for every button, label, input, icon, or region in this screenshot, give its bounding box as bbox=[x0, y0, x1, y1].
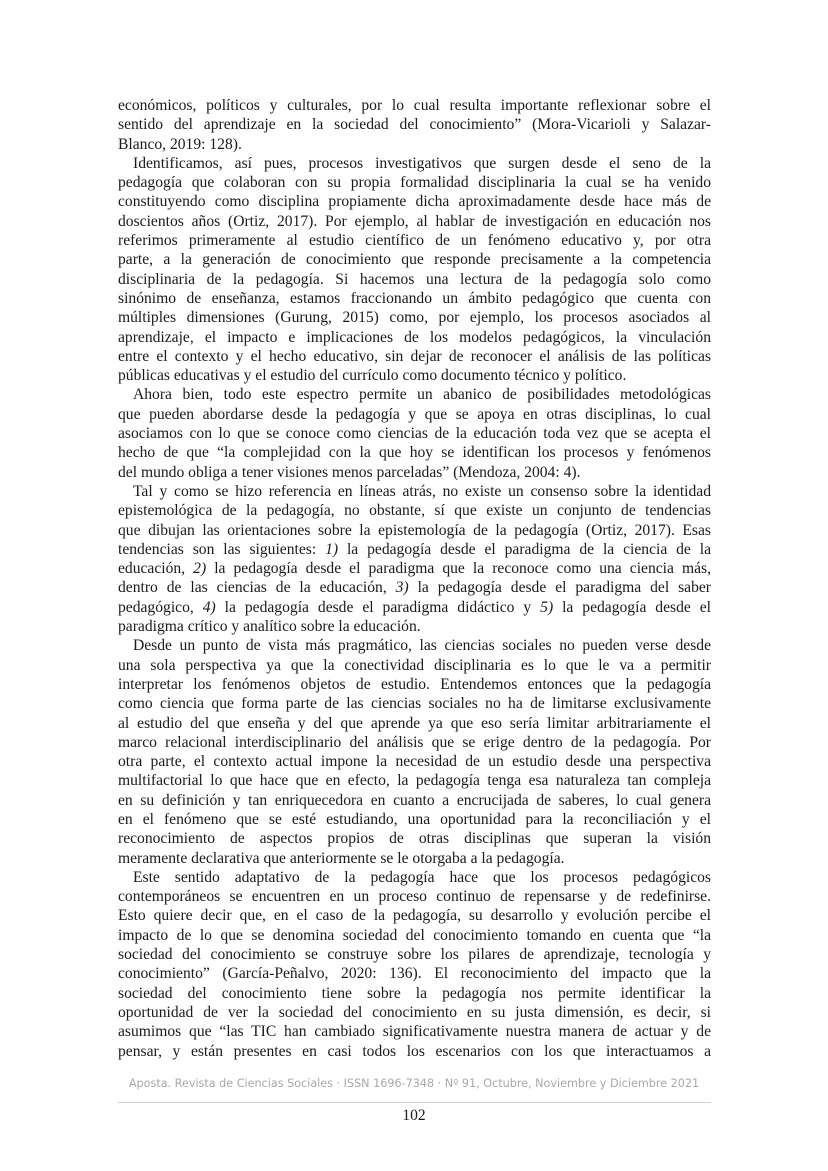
text-segment: la pedagogía desde el paradigma didáctico y bbox=[215, 598, 541, 616]
text-line: constituyendo como disciplina propiamente dicha aproximadamente desde hace más de bbox=[118, 193, 711, 211]
list-numeral: 1) bbox=[325, 540, 339, 558]
text-line: sociedad del conocimiento se construye sobre los pilares de aprendizaje, tecnología y bbox=[118, 946, 711, 964]
paragraph bbox=[118, 482, 711, 636]
text-line: otra parte, el contexto actual impone la necesidad de un estudio desde una perspectiva bbox=[118, 753, 711, 771]
text-line: Este sentido adaptativo de la pedagogía hace que los procesos pedagógicos bbox=[133, 868, 711, 886]
text-line: pedagogía que colaboran con su propia formalidad disciplinaria la cual se ha venido bbox=[118, 174, 711, 192]
text-line: Tal y como se hizo referencia en líneas atrás, no existe un consenso sobre la identidad bbox=[133, 482, 711, 500]
text-segment: pedagógico, bbox=[118, 598, 203, 616]
text-line bbox=[118, 540, 711, 559]
text-line: públicas educativas y el estudio del currículo como documento técnico y político. bbox=[118, 367, 627, 385]
text-line: impacto de lo que se denomina sociedad del conocimiento tomando en cuenta que “la bbox=[118, 926, 711, 944]
list-numeral: 2) bbox=[193, 560, 207, 578]
paragraph bbox=[118, 868, 711, 1061]
paragraph bbox=[118, 636, 711, 868]
text-line: reconocimiento de aspectos propios de otras disciplinas que superan la visión bbox=[118, 830, 711, 848]
text-line: interpretar los fenómenos objetos de estudio. Entendemos entonces que la pedagogía bbox=[118, 675, 711, 693]
text-line: Blanco, 2019: 128). bbox=[118, 135, 242, 153]
text-line: en su definición y tan enriquecedora en cuanto a encrucijada de saberes, lo cual genera bbox=[118, 791, 711, 809]
text-line: pensar, y están presentes en casi todos los escenarios con los que interactuamos a bbox=[118, 1042, 711, 1060]
text-line: sociedad del conocimiento tiene sobre la pedagogía nos permite identificar la bbox=[118, 984, 711, 1002]
text-line: contemporáneos se encuentren en un proceso continuo de repensarse y de redefinirse. bbox=[118, 888, 711, 906]
text-segment: la pedagogía desde el paradigma de la ciencia de la bbox=[338, 540, 711, 558]
list-numeral: 3) bbox=[395, 579, 409, 597]
text-line: paradigma crítico y analítico sobre la educación. bbox=[118, 618, 421, 636]
text-line: múltiples dimensiones (Gurung, 2015) como, por ejemplo, los procesos asociados al bbox=[118, 309, 711, 327]
text-line: una sola perspectiva ya que la conectividad disciplinaria es lo que le va a permitir bbox=[118, 656, 711, 674]
text-segment: educación, bbox=[118, 560, 194, 578]
text-line: Identificamos, así pues, procesos investigativos que surgen desde el seno de la bbox=[133, 154, 711, 172]
text-segment: la pedagogía desde el paradigma del saber bbox=[408, 579, 711, 597]
text-line: aprendizaje, el impacto e implicaciones de los modelos pedagógicos, la vinculación bbox=[118, 328, 711, 346]
text-line: marco relacional interdisciplinario del análisis que se erige dentro de la pedagogía. Por bbox=[118, 733, 711, 751]
text-line: asociamos con lo que se conoce como ciencias de la educación toda vez que se acepta el bbox=[118, 425, 711, 443]
text-line: epistemológica de la pedagogía, no obstante, sí que existe un conjunto de tendencias bbox=[118, 502, 711, 520]
paragraph bbox=[118, 96, 711, 154]
text-line: oportunidad de ver la sociedad del conocimiento en su justa dimensión, es decir, si bbox=[118, 1003, 711, 1021]
text-line: del mundo obliga a tener visiones menos parceladas” (Mendoza, 2004: 4). bbox=[118, 463, 581, 481]
text-line: como ciencia que forma parte de las ciencias sociales no ha de limitarse exclusivamente bbox=[118, 695, 711, 713]
text-line: que pueden abordarse desde la pedagogía y que se apoya en otras disciplinas, lo cual bbox=[118, 405, 711, 423]
text-line bbox=[118, 559, 711, 578]
text-line: disciplinaria de la pedagogía. Si hacemos una lectura de la pedagogía solo como bbox=[118, 270, 711, 288]
text-line: al estudio del que enseña y del que aprende ya que eso sería limitar arbitrariamente el bbox=[118, 714, 711, 732]
footer-divider bbox=[118, 1102, 711, 1103]
list-numeral: 5) bbox=[540, 598, 554, 616]
text-segment: dentro de las ciencias de la educación, bbox=[118, 579, 396, 597]
text-segment: la pedagogía desde el bbox=[553, 598, 712, 616]
text-line: sentido del aprendizaje en la sociedad del conocimiento” (Mora-Vicarioli y Salazar- bbox=[118, 116, 711, 134]
text-line: Esto quiere decir que, en el caso de la pedagogía, su desarrollo y evolución percibe el bbox=[118, 907, 711, 925]
text-line: referimos primeramente al estudio científico de un fenómeno educativo y, por otra bbox=[118, 232, 711, 250]
text-segment: tendencias son las siguientes: bbox=[118, 540, 326, 558]
text-line: sinónimo de enseñanza, estamos fraccionando un ámbito pedagógico que cuenta con bbox=[118, 289, 711, 307]
text-line: en el fenómeno que se esté estudiando, una oportunidad para la reconciliación y el bbox=[118, 810, 711, 828]
text-line: Desde un punto de vista más pragmático, las ciencias sociales no pueden verse desde bbox=[133, 637, 711, 655]
text-line: que dibujan las orientaciones sobre la epistemología de la pedagogía (Ortiz, 2017). Esas bbox=[118, 521, 711, 539]
text-line bbox=[118, 598, 711, 617]
text-line: entre el contexto y el hecho educativo, sin dejar de reconocer el análisis de las políticas bbox=[118, 347, 711, 365]
paragraph bbox=[118, 154, 711, 386]
paragraph bbox=[118, 385, 711, 481]
body-text bbox=[118, 96, 711, 1061]
text-line bbox=[118, 578, 711, 597]
text-line: meramente declarativa que anteriormente se le otorgaba a la pedagogía. bbox=[118, 849, 565, 867]
text-line: Ahora bien, todo este espectro permite un abanico de posibilidades metodológicas bbox=[133, 386, 711, 404]
text-segment: la pedagogía desde el paradigma que la reconoce como una ciencia más, bbox=[206, 560, 711, 578]
text-line: multifactorial lo que hace que en efecto, la pedagogía tenga esa naturaleza tan compleja bbox=[118, 772, 711, 790]
text-line: doscientos años (Ortiz, 2017). Por ejemplo, al hablar de investigación en educación nos bbox=[118, 212, 711, 230]
text-line: económicos, políticos y culturales, por lo cual resulta importante reflexionar sobre el bbox=[118, 97, 711, 114]
text-line: asumimos que “las TIC han cambiado significativamente nuestra manera de actuar y de bbox=[118, 1023, 711, 1041]
text-line: parte, a la generación de conocimiento que responde precisamente a la competencia bbox=[118, 251, 711, 269]
page-number: 102 bbox=[402, 1107, 426, 1124]
journal-footer: Aposta. Revista de Ciencias Sociales · ISSN 1696-7348 · Nº 91, Octubre, Noviembre y Diciembre 2021 bbox=[128, 1077, 700, 1090]
text-line: hecho de que “la complejidad con la que hoy se identifican los procesos y fenómenos bbox=[118, 444, 711, 462]
text-line: conocimiento” (García-Peñalvo, 2020: 136). El reconocimiento del impacto que la bbox=[118, 965, 711, 983]
list-numeral: 4) bbox=[202, 598, 216, 616]
